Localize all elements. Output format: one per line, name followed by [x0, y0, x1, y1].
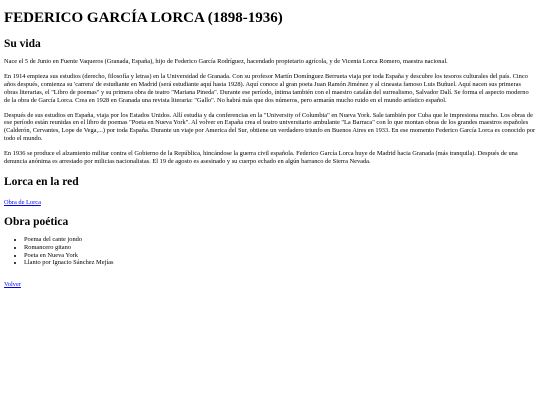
obra-poetica-list [4, 236, 536, 267]
section-heading-su-vida: Su vida [4, 38, 41, 50]
bio-paragraph-3: Después de sus estudios en España, viaja por los Estados Unidos. Allí estudia y da conferencias en la "University of Columbia" en Nueva York. Sale también por Cuba que le impresiona mucho. Los obras de ese período están reunidas en el libro de poemas "Poeta en Nueva York". Al volver en España crea el teatro universitario ambulante "La Barraca" con lo que montan obras de los grandes maestros españoles (Calderón, Cervantes, Lope de Vega,...) por toda España. Durante un viaje por America del Sur, obtiene un verdadero triunfo en Buenos Aires en 1933. En ese momento Federico García Lorca es conocido por todo el mundo. [4, 111, 536, 143]
section-heading-obra-poetica: Obra poética [4, 215, 69, 228]
link-container [4, 196, 536, 207]
list-item: • Llanto por Ignacio Sánchez Mejías [24, 259, 536, 267]
volver-link[interactable]: Volver [4, 281, 21, 289]
bio-paragraph-1: Nace el 5 de Junio en Fuente Vaqueros (Granada, España), hijo de Federico García Rodríguez, hacendado propietario agrícola, y de Vicenta Lorca Romero, maestra nacional. [4, 58, 448, 65]
page-title: FEDERICO GARCÍA LORCA (1898-1936) [4, 10, 283, 26]
list-item: • Poeta en Nueva York [24, 252, 536, 260]
obra-de-lorca-link[interactable]: Obra de Lorca [4, 198, 41, 206]
list-item: • Romancero gitano [24, 244, 536, 252]
section-heading-lorca-red: Lorca en la red [4, 175, 79, 188]
bio-paragraph-4: En 1936 se produce el alzamiento militar contra el Gobierno de la República, hincándose la guerra civil española. Federico García Lorca huye de Madrid hacia Granada (más tranquila). Después de una denuncia anónima es arrestado por milicias nacionalistas. El 19 de agosto es asesinado y su cuerpo echado en algún barranco de Sierra Nevada. [4, 150, 518, 166]
footer [4, 273, 536, 291]
bio-paragraph-2: En 1914 empieza sus estudios (derecho, filosofía y letras) en la Universidad de Granada. Con su profesor Martín Domínguez Berrueta viaja por toda España y descubre los tesoros culturales del país. Cinco años después, comienza su 'carrera' de estudiante en Madrid (será estudiante aquí hasta 1928). Aquí conoce al gran poeta Juan Ramón Jiménez y al cineasta famoso Luis Buñuel. Aquí nacen sus primeras obras literarias, el "Libro de poemas" y su primera obra de teatro "Mariana Pineda". Durante ese período, íntima también con el maestro catalán del surrealismo, Salvador Dalí. Se forma el aspecto moderno de la obra de García Lorca. Crea en 1928 en Granada una revista literaria: "Gallo". No habrá más que dos números, pero armarán mucho ruido en el mundo artístico español. [4, 72, 529, 104]
list-item: • Poema del cante jondo [24, 236, 536, 244]
